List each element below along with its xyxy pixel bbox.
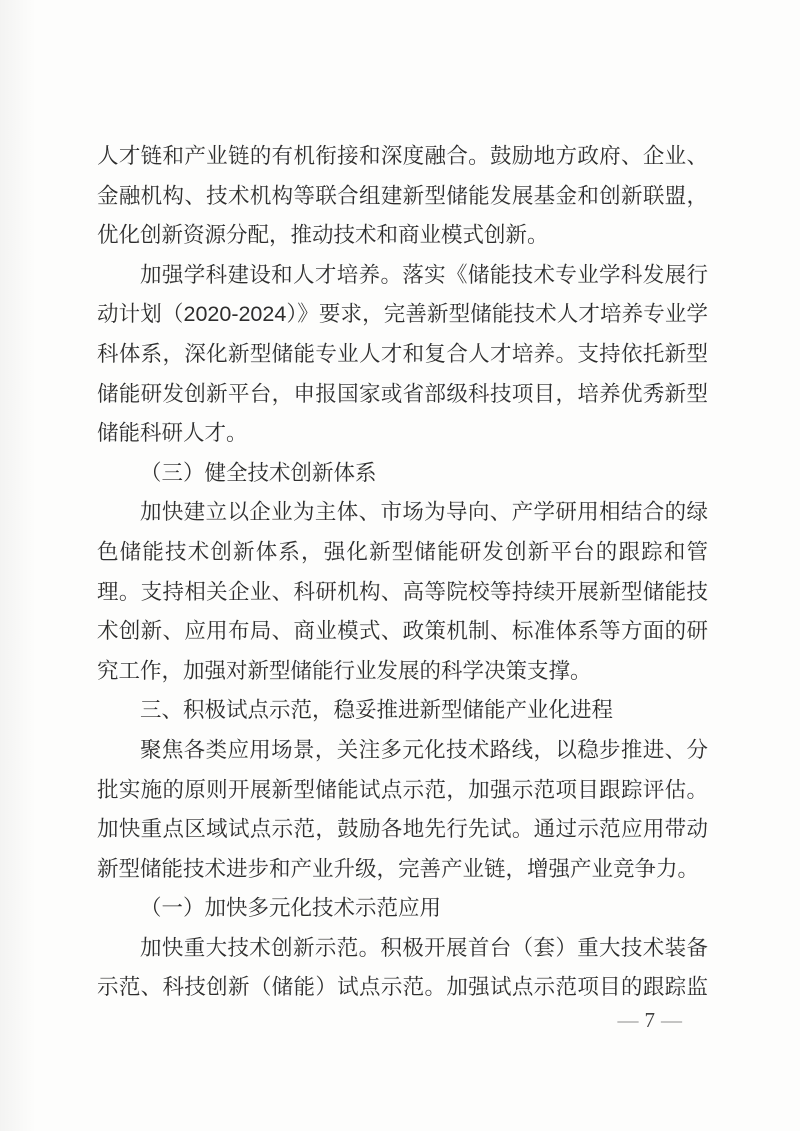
text-line: 示范、科技创新（储能）试点示范。加强试点示范项目的跟踪监 bbox=[97, 975, 708, 1000]
paragraph bbox=[97, 256, 708, 454]
paragraph bbox=[97, 493, 708, 691]
text-line: 人才链和产业链的有机衔接和深度融合。鼓励地方政府、企业、 bbox=[97, 144, 708, 168]
scan-edge-artifact bbox=[0, 0, 36, 1131]
text-line: 动计划（2020-2024）》要求，完善新型储能技术人才培养专业学 bbox=[97, 302, 708, 327]
page-number-dash-right: — bbox=[661, 1008, 682, 1032]
paragraph bbox=[97, 929, 708, 1008]
text-line: 色储能技术创新体系，强化新型储能研发创新平台的跟踪和管 bbox=[97, 539, 708, 564]
text-line: 储能科研人才。 bbox=[97, 421, 248, 446]
text-line: 聚焦各类应用场景，关注多元化技术路线，以稳步推进、分 bbox=[140, 737, 708, 762]
text-line: 究工作，加强对新型储能行业发展的科学决策支撑。 bbox=[97, 658, 592, 683]
heading-line: 三、积极试点示范，稳妥推进新型储能产业化进程 bbox=[140, 698, 614, 723]
text-line: 金融机构、技术机构等联合组建新型储能发展基金和创新联盟， bbox=[97, 183, 708, 208]
heading-line: （三）健全技术创新体系 bbox=[140, 460, 377, 485]
section-heading bbox=[97, 889, 708, 929]
heading-line: （一）加快多元化技术示范应用 bbox=[140, 896, 442, 921]
text-line: 加快重点区域试点示范，鼓励各地先行先试。通过示范应用带动 bbox=[97, 817, 708, 842]
text-line: 加快建立以企业为主体、市场为导向、产学研用相结合的绿 bbox=[140, 500, 708, 525]
text-line: 批实施的原则开展新型储能试点示范，加强示范项目跟踪评估。 bbox=[97, 777, 708, 802]
paragraph bbox=[97, 731, 708, 889]
page-number bbox=[612, 1006, 689, 1034]
section-heading bbox=[97, 454, 708, 494]
text-line: 术创新、应用布局、商业模式、政策机制、标准体系等方面的研 bbox=[97, 619, 708, 644]
page-number-dash-left: — bbox=[617, 1008, 639, 1032]
text-line: 理。支持相关企业、科研机构、高等院校等持续开展新型储能技 bbox=[97, 579, 708, 604]
text-line: 加快重大技术创新示范。积极开展首台（套）重大技术装备 bbox=[140, 935, 708, 960]
text-line: 优化创新资源分配，推动技术和商业模式创新。 bbox=[97, 223, 549, 248]
document-body bbox=[97, 137, 708, 1008]
text-line: 新型储能技术进步和产业升级，完善产业链，增强产业竞争力。 bbox=[97, 856, 700, 881]
paragraph bbox=[97, 137, 708, 256]
text-line: 储能研发创新平台，申报国家或省部级科技项目，培养优秀新型 bbox=[97, 381, 708, 406]
page-number-value: 7 bbox=[644, 1008, 655, 1032]
text-line: 科体系，深化新型储能专业人才和复合人才培养。支持依托新型 bbox=[97, 341, 708, 366]
text-line: 加强学科建设和人才培养。落实《储能技术专业学科发展行 bbox=[140, 262, 708, 287]
section-heading bbox=[97, 691, 708, 731]
